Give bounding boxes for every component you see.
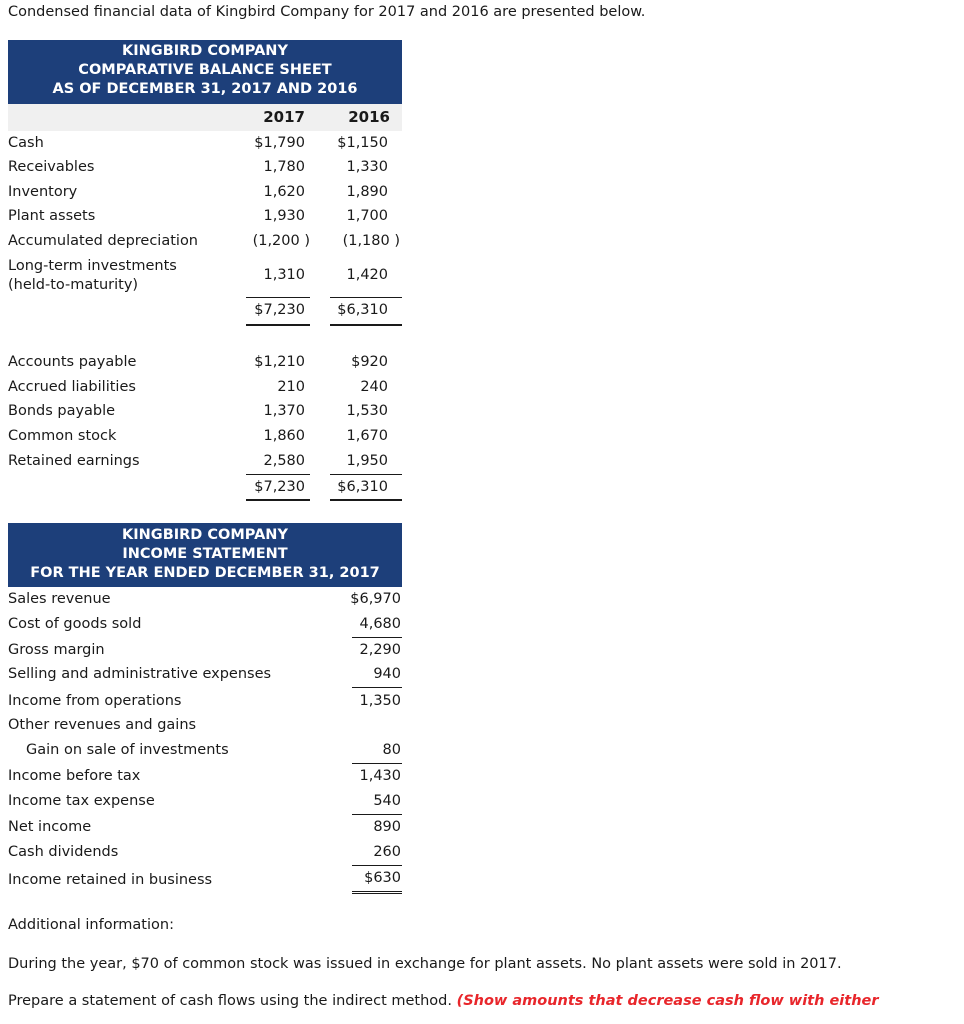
is-label-tax: Income tax expense [8, 793, 155, 809]
asset-label-inventory: Inventory [8, 184, 78, 200]
liab-total-rule-2016 [330, 499, 402, 501]
is-rule-sga [352, 687, 402, 688]
is-rule-gain [352, 763, 402, 764]
is-rule-tax [352, 814, 402, 815]
liab-total-rule-2017 [246, 499, 310, 501]
asset-cash-2017: $1,790 [254, 135, 305, 151]
is-tax-value: 540 [373, 793, 401, 809]
asset-inventory-2016: 1,890 [346, 184, 388, 200]
liab-total-2016: $6,310 [337, 479, 388, 495]
asset-inventory-2017: 1,620 [263, 184, 305, 200]
is-income-before-tax-value: 1,430 [359, 768, 401, 784]
is-retained-value: $630 [364, 870, 401, 886]
is-label-retained: Income retained in business [8, 872, 213, 888]
year-2016-heading: 2016 [348, 108, 390, 126]
liab-subtotal-rule-2016 [330, 474, 402, 475]
assets-total-2017: $7,230 [254, 302, 305, 318]
assets-total-2016: $6,310 [337, 302, 388, 318]
is-dividends-value: 260 [373, 844, 401, 860]
liab-label-accrued: Accrued liabilities [8, 379, 136, 395]
is-sga-value: 940 [373, 666, 401, 682]
is-label-sga: Selling and administrative expenses [8, 666, 272, 682]
equity-common-2016: 1,670 [346, 428, 388, 444]
asset-label-lt-investments: Long-term investments [8, 258, 177, 274]
income-statement-header [8, 523, 402, 587]
asset-receivables-2016: 1,330 [346, 159, 388, 175]
is-label-income-before-tax: Income before tax [8, 768, 141, 784]
assets-total-rule-2017 [246, 324, 310, 326]
asset-lt-investments-2016: 1,420 [346, 267, 388, 283]
is-title-period: FOR THE YEAR ENDED DECEMBER 31, 2017 [30, 565, 380, 581]
liab-total-2017: $7,230 [254, 479, 305, 495]
assets-subtotal-rule-2016 [330, 297, 402, 298]
asset-label-receivables: Receivables [8, 159, 95, 175]
liab-ap-2017: $1,210 [254, 354, 305, 370]
is-label-dividends: Cash dividends [8, 844, 119, 860]
is-rule-cogs [352, 637, 402, 638]
asset-cash-2016: $1,150 [337, 135, 388, 151]
balance-sheet-header [8, 40, 402, 104]
is-rule-retained-double [352, 891, 402, 894]
asset-receivables-2017: 1,780 [263, 159, 305, 175]
is-title-company: KINGBIRD COMPANY [122, 527, 288, 543]
instruction-main: Prepare a statement of cash flows using the indirect method. [8, 993, 452, 1009]
is-label-sales: Sales revenue [8, 591, 111, 607]
asset-accum-depr-2016: (1,180 ) [342, 233, 400, 249]
bs-title-company: KINGBIRD COMPANY [122, 43, 288, 59]
is-title-statement: INCOME STATEMENT [122, 546, 288, 562]
is-label-income-ops: Income from operations [8, 693, 182, 709]
liab-bonds-2016: 1,530 [346, 403, 388, 419]
intro-text: Condensed financial data of Kingbird Company for 2017 and 2016 are presented below. [8, 4, 646, 20]
liab-ap-2016: $920 [351, 354, 388, 370]
equity-retained-2016: 1,950 [346, 453, 388, 469]
assets-total-rule-2016 [330, 324, 402, 326]
is-gain-investments-value: 80 [382, 742, 401, 758]
is-net-income-value: 890 [373, 819, 401, 835]
is-label-gross-margin: Gross margin [8, 642, 105, 658]
asset-label-lt-investments-sub: (held-to-maturity) [8, 277, 139, 293]
year-2017-heading: 2017 [263, 108, 305, 126]
asset-label-plant: Plant assets [8, 208, 96, 224]
is-sales-value: $6,970 [350, 591, 401, 607]
instruction-emphasis: (Show amounts that decrease cash flow with either [456, 993, 879, 1009]
liab-accrued-2017: 210 [277, 379, 305, 395]
asset-label-accum-depr: Accumulated depreciation [8, 233, 199, 249]
is-cogs-value: 4,680 [359, 616, 401, 632]
is-label-net-income: Net income [8, 819, 92, 835]
liab-subtotal-rule-2017 [246, 474, 310, 475]
liab-label-ap: Accounts payable [8, 354, 137, 370]
asset-lt-investments-2017: 1,310 [263, 267, 305, 283]
is-gross-margin-value: 2,290 [359, 642, 401, 658]
additional-info-note: During the year, $70 of common stock was issued in exchange for plant assets. No plant assets were sold in 2017. [8, 956, 842, 972]
liab-accrued-2016: 240 [360, 379, 388, 395]
additional-info-title: Additional information: [8, 917, 174, 933]
asset-label-cash: Cash [8, 135, 44, 151]
liab-label-bonds: Bonds payable [8, 403, 116, 419]
bs-title-date: AS OF DECEMBER 31, 2017 AND 2016 [52, 81, 358, 97]
equity-retained-2017: 2,580 [263, 453, 305, 469]
is-rule-dividends [352, 865, 402, 866]
assets-subtotal-rule-2017 [246, 297, 310, 298]
bs-title-statement: COMPARATIVE BALANCE SHEET [78, 62, 332, 78]
equity-label-retained: Retained earnings [8, 453, 140, 469]
is-label-other-revenues: Other revenues and gains [8, 717, 197, 733]
asset-plant-2017: 1,930 [263, 208, 305, 224]
is-income-ops-value: 1,350 [359, 693, 401, 709]
equity-label-common: Common stock [8, 428, 117, 444]
instruction-text [8, 993, 879, 1009]
asset-plant-2016: 1,700 [346, 208, 388, 224]
liab-bonds-2017: 1,370 [263, 403, 305, 419]
is-label-gain-investments: Gain on sale of investments [26, 742, 229, 758]
asset-accum-depr-2017: (1,200 ) [252, 233, 310, 249]
is-label-cogs: Cost of goods sold [8, 616, 142, 632]
equity-common-2017: 1,860 [263, 428, 305, 444]
